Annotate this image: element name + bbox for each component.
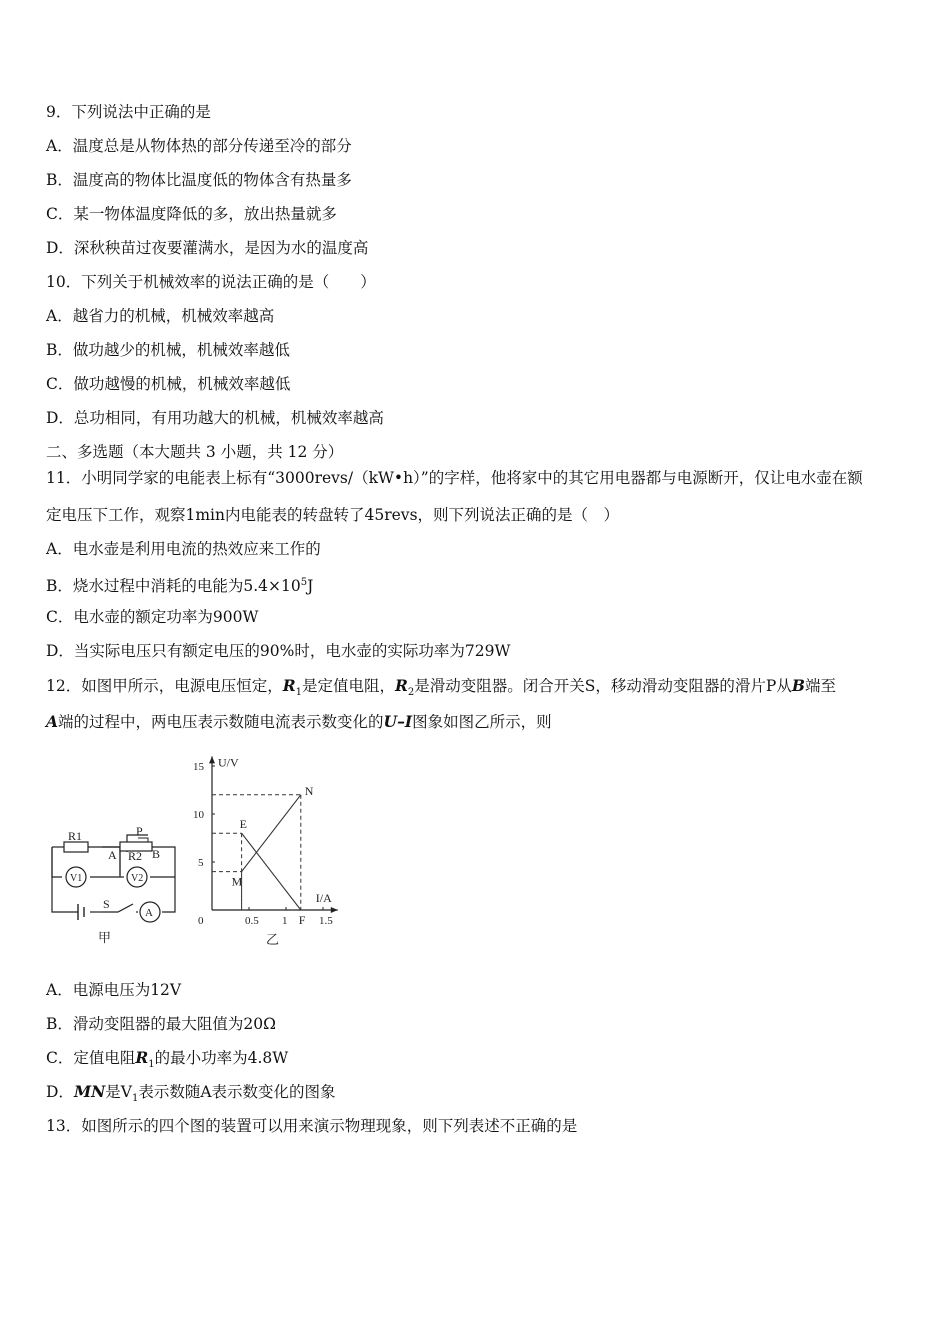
q11-option-d: D．当实际电压只有额定电压的90%时，电水壶的实际功率为729W	[46, 642, 511, 660]
r1-resistor	[64, 842, 88, 852]
point-label-f: F	[298, 913, 306, 927]
label-a: A	[108, 848, 117, 862]
point-label-m: M	[231, 874, 243, 889]
x-axis-label: I/A	[315, 891, 332, 905]
circuit-caption: 甲	[98, 930, 112, 945]
section-header: 二、多选题（本大题共 3 小题，共 12 分）	[46, 443, 344, 461]
series-ef	[242, 833, 301, 910]
y-tick-label: 10	[193, 809, 204, 821]
x-tick-label: 1	[282, 915, 288, 927]
q9-option-c: C．某一物体温度降低的多，放出热量就多	[46, 205, 337, 223]
label-p: P	[136, 824, 143, 838]
q9-stem: 9．下列说法中正确的是	[46, 103, 211, 121]
label-ammeter: A	[145, 907, 153, 919]
point-label-e: E	[239, 817, 247, 832]
q13-stem: 13．如图所示的四个图的装置可以用来演示物理现象，则下列表述不正确的是	[46, 1117, 578, 1135]
label-b: B	[152, 847, 161, 861]
battery	[78, 904, 84, 920]
x-axis-arrow	[331, 907, 338, 913]
q11-stem-line2: 定电压下工作，观察1min内电能表的转盘转了45revs，则下列说法正确的是（ ）	[46, 506, 620, 524]
q10-option-c: C．做功越慢的机械，机械效率越低	[46, 375, 291, 393]
point-label-n: N	[304, 783, 314, 798]
y-tick-label: 5	[198, 857, 204, 869]
q12-stem-line1: 12．如图甲所示，电源电压恒定，$R_1$是定值电阻，$R_2$是滑动变阻器。闭合开关S，移动滑动变阻器的滑片P从B端至	[46, 676, 836, 699]
q12-option-a: A．电源电压为12V	[46, 981, 182, 999]
q12-option-b: B．滑动变阻器的最大阻值为20Ω	[46, 1015, 276, 1033]
x-tick-label: 0	[198, 915, 204, 927]
q9-option-b: B．温度高的物体比温度低的物体含有热量多	[46, 171, 352, 189]
q12-option-c: C．定值电阻$R_1$的最小功率为4.8W	[46, 1048, 289, 1071]
label-s: S	[103, 897, 110, 911]
q11-option-c: C．电水壶的额定功率为900W	[46, 608, 259, 626]
q10-option-a: A．越省力的机械，机械效率越高	[46, 307, 275, 325]
series-mn	[239, 795, 301, 872]
q11-option-b: B．烧水过程中消耗的电能为$5.4\times 10^5J$	[46, 577, 314, 596]
q11-stem-line1: 11．小明同学家的电能表上标有“3000revs/（kW•h）”的字样，他将家中的其它用电器都与电源断开，仅让电水壶在额	[46, 469, 863, 487]
x-tick-label: 0.5	[245, 915, 259, 927]
q10-option-b: B．做功越少的机械，机械效率越低	[46, 341, 290, 359]
q12-figure	[40, 742, 380, 952]
q10-stem: 10．下列关于机械效率的说法正确的是（ ）	[46, 273, 376, 291]
label-r2: R2	[128, 849, 143, 863]
y-axis-label: U/V	[218, 755, 239, 770]
label-r1: R1	[68, 829, 83, 843]
q9-option-a: A．温度总是从物体热的部分传递至冷的部分	[46, 137, 352, 155]
q12-stem-line2: A端的过程中，两电压表示数随电流表示数变化的U–I图象如图乙所示，则	[46, 712, 552, 731]
ui-graph	[193, 755, 338, 927]
q12-option-d: D．MN是$V_1$表示数随A表示数变化的图象	[46, 1082, 336, 1105]
y-axis-arrow	[209, 756, 215, 763]
graph-caption: 乙	[266, 932, 280, 947]
y-tick-label: 15	[193, 761, 204, 773]
x-tick-label: 1.5	[319, 915, 333, 927]
label-v1: V1	[70, 873, 83, 884]
label-v2: V2	[131, 873, 144, 884]
q9-option-d: D．深秋秧苗过夜要灌满水，是因为水的温度高	[46, 239, 369, 257]
q10-option-d: D．总功相同，有用功越大的机械，机械效率越高	[46, 409, 384, 427]
q11-option-a: A．电水壶是利用电流的热效应来工作的	[46, 540, 321, 558]
